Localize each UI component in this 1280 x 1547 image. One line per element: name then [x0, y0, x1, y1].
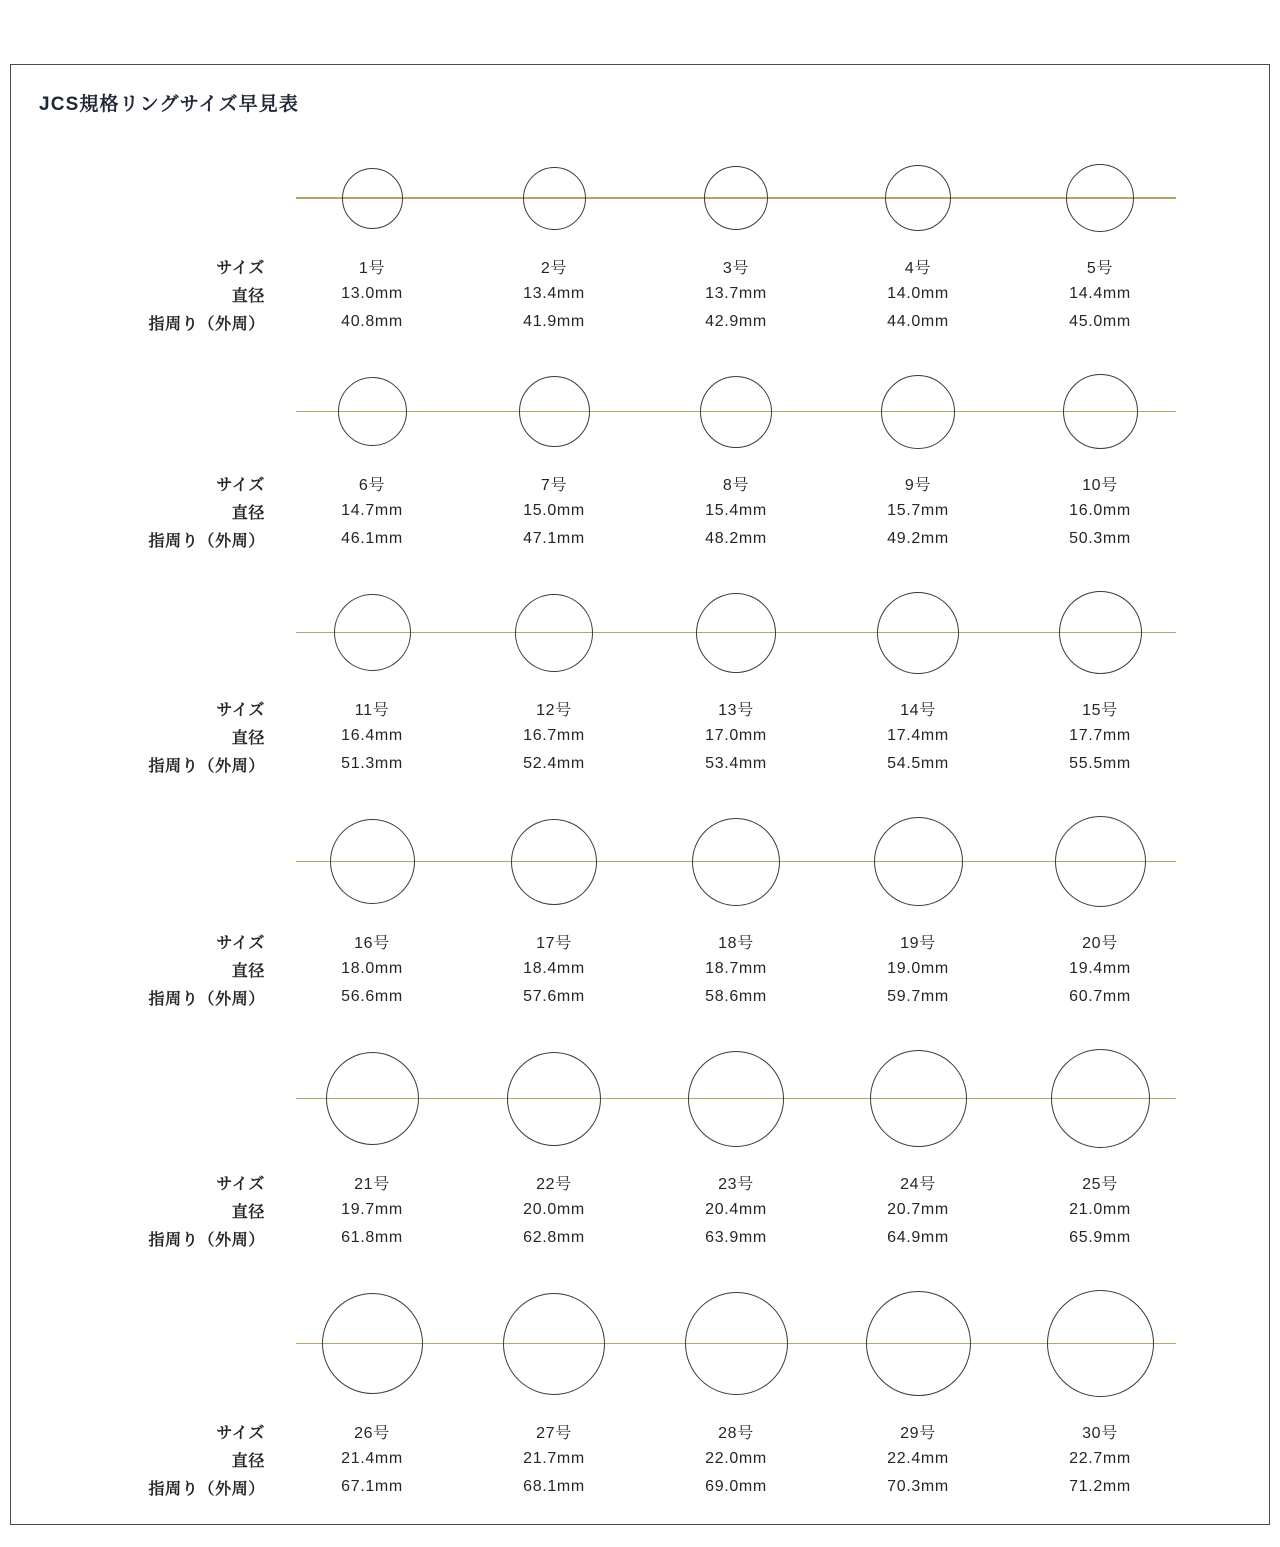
data-row	[11, 750, 1269, 778]
ring-size-value: 18号	[718, 934, 754, 952]
diameter-value: 21.7mm	[523, 1450, 585, 1467]
label-spacer	[11, 144, 281, 252]
diameter-value: 13.7mm	[705, 285, 767, 302]
row-label-size: サイズ	[216, 1424, 265, 1442]
data-row	[11, 694, 1269, 722]
diameter-value: 18.4mm	[523, 960, 585, 977]
circumference-value: 67.1mm	[341, 1478, 403, 1495]
circumference-value: 50.3mm	[1069, 530, 1131, 547]
ring-circle	[334, 594, 411, 671]
circumference-value: 64.9mm	[887, 1229, 949, 1246]
ring-circle	[881, 375, 955, 449]
diameter-value: 15.4mm	[705, 502, 767, 519]
data-row	[11, 280, 1269, 308]
circumference-value: 47.1mm	[523, 530, 585, 547]
diameter-value: 17.0mm	[705, 727, 767, 744]
diameter-value: 20.4mm	[705, 1201, 767, 1218]
diameter-value: 17.7mm	[1069, 727, 1131, 744]
ring-size-value: 27号	[536, 1424, 572, 1442]
row-label-circumference: 指周り（外周）	[148, 315, 265, 333]
diameter-value: 22.7mm	[1069, 1450, 1131, 1467]
ring-circle	[688, 1051, 784, 1147]
ring-circle	[326, 1052, 419, 1145]
diameter-value: 20.7mm	[887, 1201, 949, 1218]
ring-circle	[877, 592, 959, 674]
diameter-value: 16.7mm	[523, 727, 585, 744]
row-label-diameter: 直径	[231, 287, 265, 305]
circumference-value: 58.6mm	[705, 988, 767, 1005]
size-group	[11, 1029, 1269, 1252]
ring-size-value: 15号	[1082, 701, 1118, 719]
ring-size-value: 22号	[536, 1175, 572, 1193]
diameter-value: 22.0mm	[705, 1450, 767, 1467]
ring-circle	[696, 593, 776, 673]
chart-frame	[10, 64, 1270, 1525]
circumference-value: 68.1mm	[523, 1478, 585, 1495]
data-row	[11, 308, 1269, 336]
row-label-size: サイズ	[216, 259, 265, 277]
diameter-value: 22.4mm	[887, 1450, 949, 1467]
diameter-value: 21.4mm	[341, 1450, 403, 1467]
row-label-diameter: 直径	[231, 1452, 265, 1470]
ring-size-value: 19号	[900, 934, 936, 952]
diameter-value: 17.4mm	[887, 727, 949, 744]
diameter-value: 15.0mm	[523, 502, 585, 519]
data-row	[11, 469, 1269, 497]
data-row	[11, 525, 1269, 553]
ring-circle	[704, 166, 768, 230]
row-label-size: サイズ	[216, 701, 265, 719]
ring-circle	[519, 376, 590, 447]
circumference-value: 48.2mm	[705, 530, 767, 547]
row-label-circumference: 指周り（外周）	[148, 990, 265, 1008]
ring-size-value: 11号	[354, 701, 390, 719]
circumference-value: 49.2mm	[887, 530, 949, 547]
circumference-value: 46.1mm	[341, 530, 403, 547]
data-row	[11, 983, 1269, 1011]
ring-circle	[322, 1293, 423, 1394]
row-label-diameter: 直径	[231, 962, 265, 980]
ring-size-value: 13号	[718, 701, 754, 719]
size-group	[11, 571, 1269, 778]
ring-size-value: 2号	[540, 259, 568, 277]
row-label-diameter: 直径	[231, 729, 265, 747]
circumference-value: 54.5mm	[887, 755, 949, 772]
circumference-value: 65.9mm	[1069, 1229, 1131, 1246]
data-row	[11, 1445, 1269, 1473]
ring-circles-row	[11, 1270, 1269, 1417]
ring-size-value: 7号	[540, 476, 568, 494]
ring-circle	[1066, 164, 1134, 232]
row-label-diameter: 直径	[231, 1203, 265, 1221]
label-spacer	[11, 354, 281, 469]
circumference-value: 53.4mm	[705, 755, 767, 772]
ring-size-value: 10号	[1082, 476, 1118, 494]
ring-circle	[338, 377, 407, 446]
ring-size-value: 16号	[354, 934, 390, 952]
data-row	[11, 1224, 1269, 1252]
circumference-value: 57.6mm	[523, 988, 585, 1005]
data-row	[11, 497, 1269, 525]
ring-size-value: 5号	[1086, 259, 1114, 277]
diameter-value: 13.4mm	[523, 285, 585, 302]
circumference-value: 69.0mm	[705, 1478, 767, 1495]
data-row	[11, 722, 1269, 750]
circumference-value: 61.8mm	[341, 1229, 403, 1246]
ring-circle	[870, 1050, 967, 1147]
ring-circle	[1047, 1290, 1154, 1397]
ring-size-value: 9号	[904, 476, 932, 494]
ring-size-value: 17号	[536, 934, 572, 952]
circumference-value: 71.2mm	[1069, 1478, 1131, 1495]
ring-circle	[523, 167, 586, 230]
diameter-value: 19.7mm	[341, 1201, 403, 1218]
diameter-value: 13.0mm	[341, 285, 403, 302]
row-label-circumference: 指周り（外周）	[148, 1231, 265, 1249]
ring-size-value: 1号	[358, 259, 386, 277]
ring-size-value: 21号	[354, 1175, 390, 1193]
circumference-value: 52.4mm	[523, 755, 585, 772]
page-title: JCS規格リングサイズ早見表	[39, 94, 300, 115]
size-group	[11, 796, 1269, 1011]
data-row	[11, 1196, 1269, 1224]
ring-circle	[511, 819, 597, 905]
label-spacer	[11, 571, 281, 694]
ring-size-value: 3号	[722, 259, 750, 277]
ring-size-value: 20号	[1082, 934, 1118, 952]
row-label-circumference: 指周り（外周）	[148, 1480, 265, 1498]
data-row	[11, 252, 1269, 280]
ring-size-value: 28号	[718, 1424, 754, 1442]
ring-size-value: 8号	[722, 476, 750, 494]
circumference-value: 44.0mm	[887, 313, 949, 330]
data-row	[11, 927, 1269, 955]
circumference-value: 70.3mm	[887, 1478, 949, 1495]
ring-circle	[1055, 816, 1146, 907]
ring-size-groups	[11, 144, 1269, 1501]
ring-circle	[342, 168, 403, 229]
ring-circle	[503, 1293, 605, 1395]
ring-circle	[700, 376, 772, 448]
circumference-value: 55.5mm	[1069, 755, 1131, 772]
diameter-value: 15.7mm	[887, 502, 949, 519]
ring-size-value: 6号	[358, 476, 386, 494]
size-group	[11, 144, 1269, 336]
diameter-value: 14.0mm	[887, 285, 949, 302]
ring-circle	[866, 1291, 971, 1396]
circumference-value: 60.7mm	[1069, 988, 1131, 1005]
ring-circles-row	[11, 1029, 1269, 1168]
circumference-value: 42.9mm	[705, 313, 767, 330]
circumference-value: 59.7mm	[887, 988, 949, 1005]
diameter-value: 16.4mm	[341, 727, 403, 744]
label-spacer	[11, 1029, 281, 1168]
data-row	[11, 1417, 1269, 1445]
ring-circle	[692, 818, 780, 906]
data-row	[11, 1168, 1269, 1196]
circumference-value: 40.8mm	[341, 313, 403, 330]
row-label-size: サイズ	[216, 934, 265, 952]
circumference-value: 45.0mm	[1069, 313, 1131, 330]
size-group	[11, 1270, 1269, 1501]
circumference-value: 51.3mm	[341, 755, 403, 772]
diameter-value: 19.4mm	[1069, 960, 1131, 977]
ring-circle	[515, 594, 593, 672]
ring-circles-row	[11, 354, 1269, 469]
circumference-value: 41.9mm	[523, 313, 585, 330]
diameter-value: 21.0mm	[1069, 1201, 1131, 1218]
ring-circle	[1063, 374, 1138, 449]
ring-size-value: 30号	[1082, 1424, 1118, 1442]
ring-size-value: 23号	[718, 1175, 754, 1193]
ring-circles-row	[11, 796, 1269, 927]
data-row	[11, 955, 1269, 983]
ring-circles-row	[11, 571, 1269, 694]
ring-circle	[507, 1052, 601, 1146]
diameter-value: 20.0mm	[523, 1201, 585, 1218]
circumference-value: 56.6mm	[341, 988, 403, 1005]
diameter-value: 18.0mm	[341, 960, 403, 977]
ring-size-value: 26号	[354, 1424, 390, 1442]
ring-size-value: 14号	[900, 701, 936, 719]
row-label-size: サイズ	[216, 476, 265, 494]
ring-circles-row	[11, 144, 1269, 252]
data-row	[11, 1473, 1269, 1501]
ring-size-value: 29号	[900, 1424, 936, 1442]
ring-circle	[1051, 1049, 1150, 1148]
ring-circle	[685, 1292, 788, 1395]
row-label-size: サイズ	[216, 1175, 265, 1193]
circumference-value: 62.8mm	[523, 1229, 585, 1246]
row-label-circumference: 指周り（外周）	[148, 757, 265, 775]
ring-circle	[330, 819, 415, 904]
circumference-value: 63.9mm	[705, 1229, 767, 1246]
diameter-value: 14.7mm	[341, 502, 403, 519]
ring-size-value: 4号	[904, 259, 932, 277]
diameter-value: 18.7mm	[705, 960, 767, 977]
size-group	[11, 354, 1269, 553]
ring-size-value: 24号	[900, 1175, 936, 1193]
ring-size-value: 25号	[1082, 1175, 1118, 1193]
diameter-value: 19.0mm	[887, 960, 949, 977]
diameter-value: 14.4mm	[1069, 285, 1131, 302]
label-spacer	[11, 796, 281, 927]
ring-size-value: 12号	[536, 701, 572, 719]
ring-circle	[1059, 591, 1142, 674]
label-spacer	[11, 1270, 281, 1417]
ring-circle	[885, 165, 951, 231]
row-label-diameter: 直径	[231, 504, 265, 522]
ring-circle	[874, 817, 963, 906]
row-label-circumference: 指周り（外周）	[148, 532, 265, 550]
diameter-value: 16.0mm	[1069, 502, 1131, 519]
